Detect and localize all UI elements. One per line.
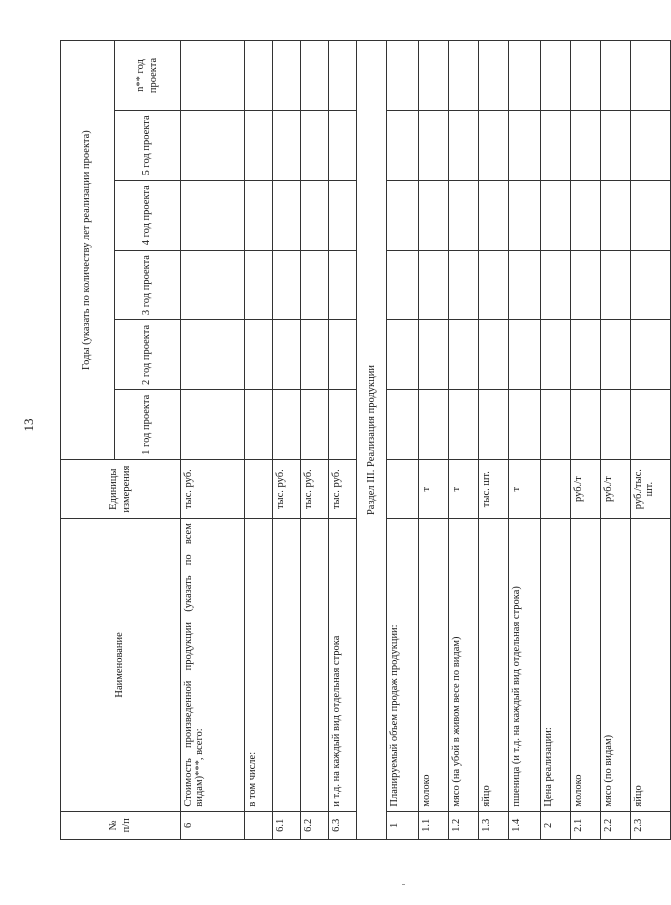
row-unit: руб./т [601, 460, 631, 519]
table-row [181, 41, 245, 840]
table-row [329, 41, 357, 840]
row-num [245, 811, 273, 839]
row-name: пшеница (и т.д. на каждый вид отдельная строка) [509, 519, 541, 812]
header-year-3: 3 год проекта [115, 250, 181, 320]
header-name: Наименование [61, 519, 181, 812]
table-row [631, 41, 671, 840]
table-row [419, 41, 449, 840]
row-num: 1 [387, 811, 419, 839]
row-name: и т.д. на каждый вид отдельная строка [329, 519, 357, 812]
row-unit: тыс. руб. [329, 460, 357, 519]
row-unit [541, 460, 571, 519]
row-unit [387, 460, 419, 519]
row-unit: тыс. руб. [301, 460, 329, 519]
row-name: мясо (на убой в живом весе по видам) [449, 519, 479, 812]
header-year-4: 4 год проекта [115, 180, 181, 250]
table-row [245, 41, 273, 840]
header-year-1: 1 год проекта [115, 390, 181, 460]
header-year-5: 5 год проекта [115, 110, 181, 180]
table-row [541, 41, 571, 840]
row-num: 2.1 [571, 811, 601, 839]
row-num: 2.2 [601, 811, 631, 839]
row-name: яйцо [479, 519, 509, 812]
table-row [273, 41, 301, 840]
data-table [60, 40, 671, 840]
table-row [449, 41, 479, 840]
row-num: 1.2 [449, 811, 479, 839]
table-row [479, 41, 509, 840]
row-num: 2.3 [631, 811, 671, 839]
rotated-table-wrapper [60, 40, 655, 840]
row-name: яйцо [631, 519, 671, 812]
row-name [273, 519, 301, 812]
row-unit: руб./т [571, 460, 601, 519]
section-row [357, 41, 387, 840]
row-num: 2 [541, 811, 571, 839]
header-year-n: n** год проекта [115, 41, 181, 111]
row-name: Стоимость произведенной продукции (указать по всем видам)***, всего: [181, 519, 245, 812]
header-year-2: 2 год проекта [115, 320, 181, 390]
row-name: мясо (по видам) [601, 519, 631, 812]
row-name: молоко [419, 519, 449, 812]
row-unit: т [449, 460, 479, 519]
table-row [301, 41, 329, 840]
row-name [301, 519, 329, 812]
row-unit: руб./тыс. шт. [631, 460, 671, 519]
row-name: Цена реализации: [541, 519, 571, 812]
row-unit: тыс. руб. [181, 460, 245, 519]
row-unit [245, 460, 273, 519]
row-name: молоко [571, 519, 601, 812]
header-unit: Единицы измерения [61, 460, 181, 519]
row-num: 1.1 [419, 811, 449, 839]
row-unit: т [419, 460, 449, 519]
row-num: 1.4 [509, 811, 541, 839]
table-row [571, 41, 601, 840]
page-number: 13 [21, 418, 36, 432]
row-unit: т [509, 460, 541, 519]
row-num: 1.3 [479, 811, 509, 839]
row-unit: тыс. шт. [479, 460, 509, 519]
row-num: 6.3 [329, 811, 357, 839]
section-3-title: Раздел III. Реализация продукции [357, 41, 387, 840]
row-num: 6.2 [301, 811, 329, 839]
row-unit: тыс. руб. [273, 460, 301, 519]
table-row [387, 41, 419, 840]
header-num: № п/п [61, 811, 181, 839]
row-num: 6 [181, 811, 245, 839]
header-years-group: Годы (указать по количеству лет реализации проекта) [61, 41, 115, 460]
row-num: 6.1 [273, 811, 301, 839]
table-row [509, 41, 541, 840]
row-name: в том числе: [245, 519, 273, 812]
table-row [601, 41, 631, 840]
row-name: Планируемый объем продаж продукции: [387, 519, 419, 812]
scan-speck [402, 884, 405, 885]
